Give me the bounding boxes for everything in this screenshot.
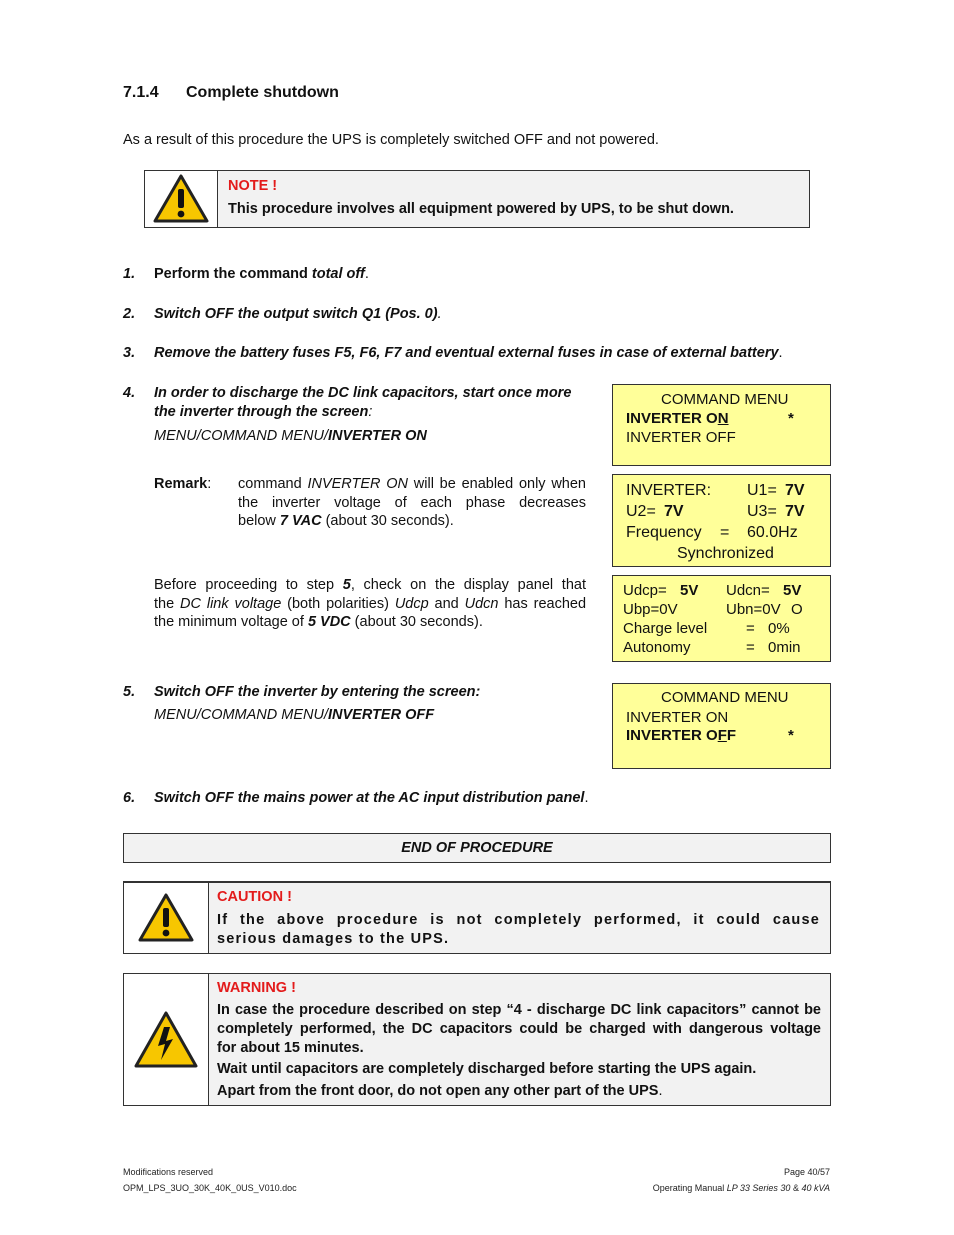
lcd2-frequency-equals: = [720,524,730,541]
before-line-3 [154,613,483,632]
lcd3-ubn: Ubn=0V [726,601,781,618]
step-5-path-command: INVERTER OFF [328,707,435,723]
step-1-number: 1. [123,266,136,282]
lcd2-u2-label: U2= [626,503,656,520]
step-3-number: 3. [123,345,136,361]
caution-label: CAUTION ! [217,889,292,905]
footer-left-1: Modifications reserved [123,1167,214,1177]
before-l3-c: (about 30 seconds). [350,614,483,630]
before-l2-c: (both polarities) [281,596,395,612]
caution-triangle-icon [152,173,210,225]
lcd4-row-2-cursor: F [717,727,727,744]
warning-line-5-text: Apart from the front door, do not open any other part of the UPS [217,1083,659,1099]
lcd4-selector: * [788,727,794,744]
note-icon-cell [145,171,218,227]
note-box [144,170,810,228]
lcd-command-menu-off [612,683,831,769]
caution-icon-cell [124,883,209,953]
warning-line-1: In case the procedure described on step “4 - discharge DC link capacitors” cannot be [217,1002,821,1018]
lcd3-udcp-label: Udcp= [623,582,667,599]
step-6 [123,789,588,808]
note-text: This procedure involves all equipment powered by UPS, to be shut down. [228,201,734,217]
lcd4-row-2 [626,726,736,745]
caution-box [123,881,831,954]
step-4-line-1: In order to discharge the DC link capacitors, start once more [154,385,572,401]
before-l1-step: 5 [342,577,351,593]
before-l2-e: and [428,596,465,612]
remark-line-1 [238,475,586,494]
before-l2-dclink: DC link voltage [180,596,282,612]
step-6-period: . [584,790,589,806]
step-4-path-command: INVERTER ON [328,428,427,444]
step-3 [123,344,783,363]
step-3-period: . [778,345,783,361]
remark-l1-c: will be enabled only when [408,476,586,492]
before-l1-a: Before proceeding to step [154,577,343,593]
lcd3-udcn-value: 5V [783,582,802,599]
footer-page-number: Page 40/57 [783,1167,830,1177]
remark-label: Remark [154,476,208,492]
lcd3-charge-value: 0% [768,620,790,637]
step-2 [123,305,442,324]
lcd3-o: O [791,601,803,618]
warning-line-5 [217,1083,662,1099]
end-of-procedure-bar [123,833,831,863]
step-2-period: . [437,306,442,322]
remark-l3-c: (about 30 seconds). [321,513,454,529]
step-1-command: total off [311,266,365,282]
before-l1-c: , check on the display panel that [350,577,586,593]
section-heading [123,84,339,102]
remark-line-3 [238,512,454,531]
lcd2-u2-value: 7V [664,503,684,520]
footer-manual-series: LP 33 Series 30 [726,1183,791,1193]
lcd1-row-1-text: INVERTER O [626,410,718,427]
step-4-colon: : [368,404,373,420]
lcd4-row-2-text: INVERTER O [626,727,718,744]
step-3-text: Remove the battery fuses F5, F6, F7 and eventual external fuses in case of external battery [154,345,779,361]
before-l2-g: has reached [498,596,587,612]
lcd1-title: COMMAND MENU [661,391,789,408]
footer-left-2: OPM_LPS_3UO_30K_40K_0US_V010.doc [123,1183,297,1193]
warning-line-4: Wait until capacitors are completely discharged before starting the UPS again. [217,1061,757,1077]
before-l3-a: the minimum voltage of [154,614,308,630]
lcd3-charge-label: Charge level [623,620,708,637]
step-5 [123,683,480,702]
caution-line-1: If the above procedure is not completely performed, it could cause [217,912,820,928]
step-4-path: MENU/COMMAND MENU/ [154,428,328,444]
step-2-text: Switch OFF the output switch Q1 (Pos. 0) [154,306,438,322]
step-5-text: Switch OFF the inverter by entering the screen: [154,684,481,700]
step-4-line-2: the inverter through the screen [154,404,369,420]
intro-text: As a result of this procedure the UPS is completely switched OFF and not powered. [123,132,659,148]
step-1-period: . [364,266,369,282]
warning-line-2: completely performed, the DC capacitors could be charged with dangerous voltage [217,1021,821,1037]
lcd2-inverter: INVERTER: [626,482,712,499]
lcd2-sync-status: Synchronized [677,545,774,562]
step-4-number: 4. [123,385,136,401]
remark-line-2: the inverter voltage of each phase decreases [238,495,586,511]
caution-triangle-icon [137,892,195,944]
lcd1-row-1 [626,409,729,428]
step-4-menu-path [154,427,427,446]
remark-label-wrap [154,475,211,494]
lcd2-u1-label: U1= [747,482,777,499]
lcd3-udcn-label: Udcn= [726,582,770,599]
step-4-line-2-wrap [154,403,372,422]
lcd2-frequency-value: 60.0Hz [747,524,798,541]
lcd2-u3-value: 7V [785,503,805,520]
remark-l3-voltage: 7 VAC [279,513,322,529]
before-l2-udcp: Udcp [394,596,429,612]
before-l2-udcn: Udcn [464,596,499,612]
note-label: NOTE ! [228,178,278,194]
lcd-inverter-status [612,474,831,567]
lcd3-autonomy-value: 0min [768,639,801,656]
lcd2-frequency-label: Frequency [626,524,702,541]
remark-l1-command: INVERTER ON [307,476,409,492]
step-6-number: 6. [123,790,136,806]
step-4 [123,384,571,403]
section-title: Complete shutdown [186,84,339,101]
footer-manual-title [653,1183,830,1193]
warning-line-3: for about 15 minutes. [217,1040,364,1056]
step-1 [123,265,369,284]
footer-manual-kva: 40 kVA [801,1183,830,1193]
caution-line-2: serious damages to the UPS. [217,931,450,947]
lcd2-u1-value: 7V [785,482,805,499]
lcd3-udcp-value: 5V [680,582,699,599]
lcd3-autonomy-equals: = [746,639,755,656]
warning-icon-cell [124,974,209,1105]
lcd2-u3-label: U3= [747,503,777,520]
before-l3-voltage: 5 VDC [307,614,351,630]
step-5-menu-path [154,706,434,725]
lcd1-selector: * [788,410,794,427]
step-2-number: 2. [123,306,136,322]
remark-l3-a: below [238,513,280,529]
warning-label: WARNING ! [217,980,296,996]
lcd-dc-link-status [612,575,831,662]
lcd4-row-2-end: F [726,727,737,744]
remark-colon: : [207,476,212,492]
remark-l1-a: command [238,476,308,492]
footer-manual-amp: & [790,1183,802,1193]
before-line-2 [154,595,586,614]
step-5-number: 5. [123,684,136,700]
step-5-path: MENU/COMMAND MENU/ [154,707,328,723]
lcd1-row-2: INVERTER OFF [626,429,736,446]
section-number: 7.1.4 [123,84,159,101]
footer-manual-a: Operating Manual [652,1183,727,1193]
end-of-procedure-text: END OF PROCEDURE [401,840,553,856]
electric-shock-icon [133,1010,199,1070]
lcd3-charge-equals: = [746,620,755,637]
before-line-1 [154,576,586,595]
warning-box [123,973,831,1106]
warning-line-5-period: . [658,1083,663,1099]
lcd-command-menu-on [612,384,831,466]
lcd1-row-1-cursor: N [717,410,729,427]
lcd4-title: COMMAND MENU [661,689,789,706]
lcd4-row-1: INVERTER ON [626,709,729,726]
step-1-text: Perform the command [154,266,312,282]
lcd3-autonomy-label: Autonomy [623,639,691,656]
step-6-text: Switch OFF the mains power at the AC input distribution panel [154,790,585,806]
lcd3-ubp: Ubp=0V [623,601,678,618]
before-l2-a: the [154,596,181,612]
